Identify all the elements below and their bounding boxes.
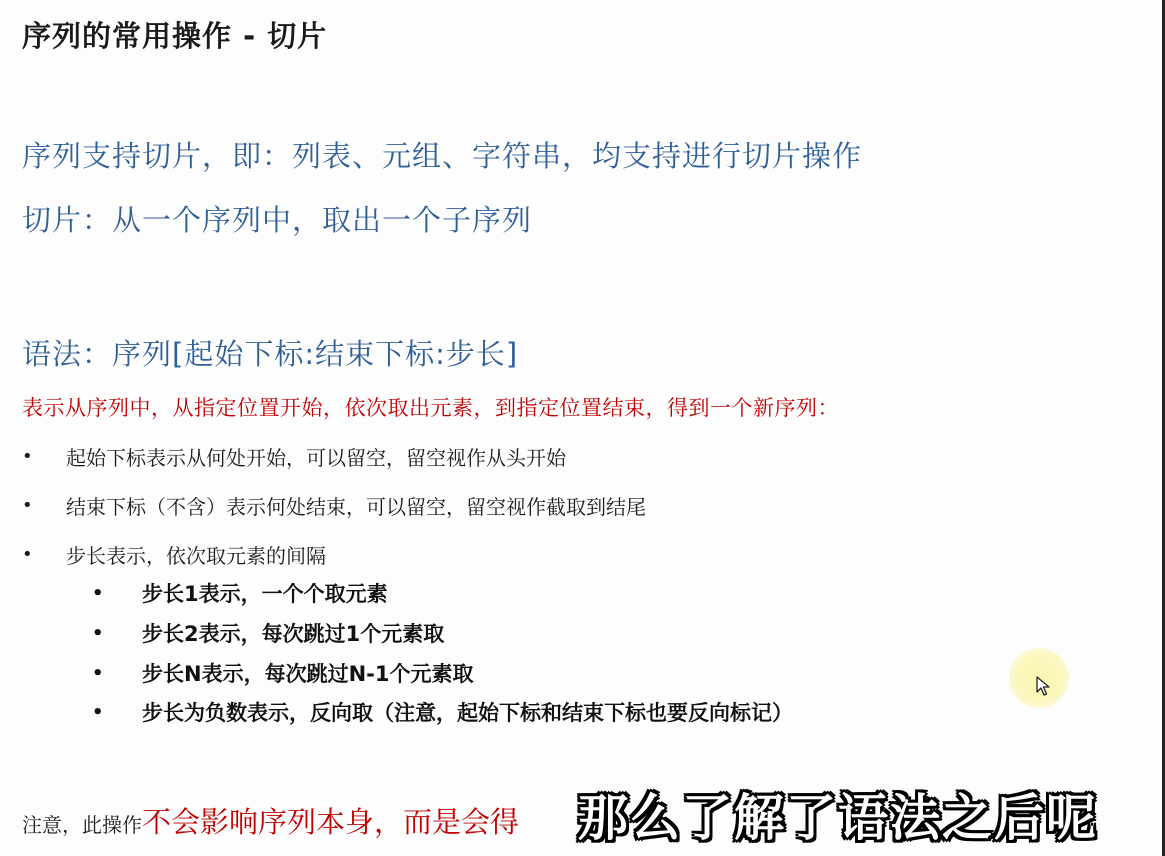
bullet-text: 起始下标表示从何处开始，可以留空，留空视作从头开始 <box>66 446 566 470</box>
bullet-text: 步长表示，依次取元素的间隔 <box>66 544 326 568</box>
list-item <box>22 491 646 520</box>
intro-line-1: 序列支持切片，即：列表、元组、字符串，均支持进行切片操作 <box>22 139 863 173</box>
note-line <box>22 800 519 841</box>
list-item <box>22 442 566 471</box>
mouse-pointer-icon <box>1036 676 1050 700</box>
bullet-dot: • <box>92 622 104 644</box>
syntax-line: 语法：序列[起始下标:结束下标:步长] <box>22 337 519 371</box>
bullet-dot: • <box>92 701 104 723</box>
intro-line-2: 切片：从一个序列中，取出一个子序列 <box>22 203 533 237</box>
list-item <box>22 540 326 569</box>
bullet-dot: • <box>22 495 33 516</box>
sub-bullet-text: 步长2表示，每次跳过1个元素取 <box>142 622 445 646</box>
bullet-dot: • <box>22 446 33 467</box>
sub-list-item <box>92 697 793 727</box>
sub-list-item <box>92 578 388 608</box>
bullet-dot: • <box>92 582 104 604</box>
sub-bullet-text: 步长为负数表示，反向取（注意，起始下标和结束下标也要反向标记） <box>142 701 793 725</box>
video-subtitle-caption: 那么了解了语法之后呢 <box>578 789 1098 847</box>
bullet-dot: • <box>92 662 104 684</box>
sub-bullet-text: 步长1表示，一个个取元素 <box>142 582 388 606</box>
page-title: 序列的常用操作 - 切片 <box>22 19 328 53</box>
note-lead: 注意，此操作 <box>22 813 142 837</box>
note-emphasis: 不会影响序列本身，而是会得 <box>142 805 520 839</box>
sub-list-item <box>92 618 444 648</box>
bullet-text: 结束下标（不含）表示何处结束，可以留空，留空视作截取到结尾 <box>66 495 646 519</box>
bullet-dot: • <box>22 544 33 565</box>
sub-list-item <box>92 658 473 688</box>
sub-bullet-text: 步长N表示，每次跳过N-1个元素取 <box>142 662 474 686</box>
description-line: 表示从序列中，从指定位置开始，依次取出元素，到指定位置结束，得到一个新序列： <box>22 396 839 420</box>
